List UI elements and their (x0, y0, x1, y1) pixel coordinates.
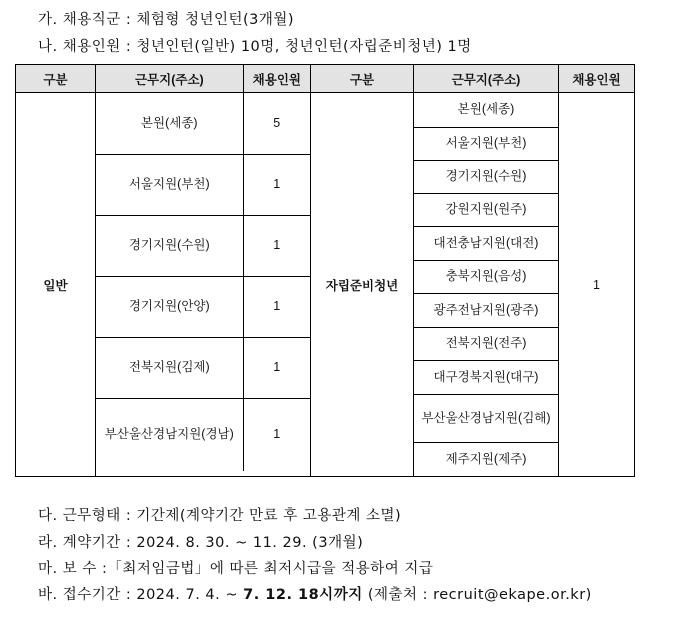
general-count-5: 1 (243, 398, 310, 471)
application-deadline: 7. 12. 18시까지 (243, 587, 363, 603)
self-reliance-list-cell (414, 93, 559, 477)
self-place-6: 광주전남지원(광주) (414, 293, 558, 327)
table-row (96, 154, 310, 215)
section-b-recruit-count: 나. 채용인원 : 청년인턴(일반) 10명, 청년인턴(자립준비청년) 1명 (38, 39, 472, 55)
section-a-recruit-type: 가. 채용직군 : 체험형 청년인턴(3개월) (38, 12, 295, 28)
table-row (96, 93, 310, 154)
section-d-contract-period: 라. 계약기간 : 2024. 8. 30. ~ 11. 29. (3개월) (38, 535, 364, 551)
general-count-2: 1 (243, 215, 310, 276)
general-place-0: 본원(세종) (96, 93, 243, 154)
self-reliance-count: 1 (559, 93, 635, 477)
table-row (96, 337, 310, 398)
general-count-0: 5 (243, 93, 310, 154)
header-count: 채용인원 (243, 65, 310, 93)
self-place-9: 부산울산경남지원(김해) (414, 394, 558, 442)
general-count-3: 1 (243, 276, 310, 337)
section-e-salary: 마. 보 수 :「최저임금법」에 따른 최저시급을 적용하여 지급 (38, 561, 434, 577)
self-place-2: 경기지원(수원) (414, 160, 558, 193)
table-row (96, 215, 310, 276)
self-place-8: 대구경북지원(대구) (414, 360, 558, 394)
general-count-1: 1 (243, 154, 310, 215)
section-c-work-type: 다. 근무형태 : 기간제(계약기간 만료 후 고용관계 소멸) (38, 508, 402, 524)
header-workplace-2: 근무지(주소) (414, 65, 559, 93)
self-place-10: 제주지원(제주) (414, 442, 558, 476)
header-count-2: 채용인원 (559, 65, 635, 93)
general-place-4: 전북지원(김제) (96, 337, 243, 398)
general-list-cell (96, 93, 311, 477)
table-row (96, 398, 310, 471)
section-f-application-period (38, 583, 592, 604)
table-header-row (16, 65, 635, 93)
application-period-prefix: 바. 접수기간 : 2024. 7. 4. ~ (38, 587, 244, 603)
general-count-4: 1 (243, 337, 310, 398)
general-place-1: 서울지원(부천) (96, 154, 243, 215)
general-place-5: 부산울산경남지원(경남) (96, 398, 243, 471)
self-place-4: 대전충남지원(대전) (414, 226, 558, 260)
general-place-2: 경기지원(수원) (96, 215, 243, 276)
self-place-7: 전북지원(전주) (414, 327, 558, 360)
self-place-1: 서울지원(부천) (414, 127, 558, 160)
self-place-3: 강원지원(원주) (414, 193, 558, 226)
header-category-2: 구분 (311, 65, 414, 93)
table-row (96, 276, 310, 337)
category-self-reliance: 자립준비청년 (311, 93, 414, 477)
recruit-table (15, 64, 635, 477)
category-general: 일반 (16, 93, 96, 477)
header-workplace: 근무지(주소) (96, 65, 244, 93)
application-contact: (제출처 : recruit@ekape.or.kr) (362, 587, 592, 603)
self-place-5: 충북지원(음성) (414, 260, 558, 293)
general-place-3: 경기지원(안양) (96, 276, 243, 337)
table-body-row (16, 93, 635, 477)
self-place-0: 본원(세종) (414, 93, 558, 127)
header-category: 구분 (16, 65, 96, 93)
